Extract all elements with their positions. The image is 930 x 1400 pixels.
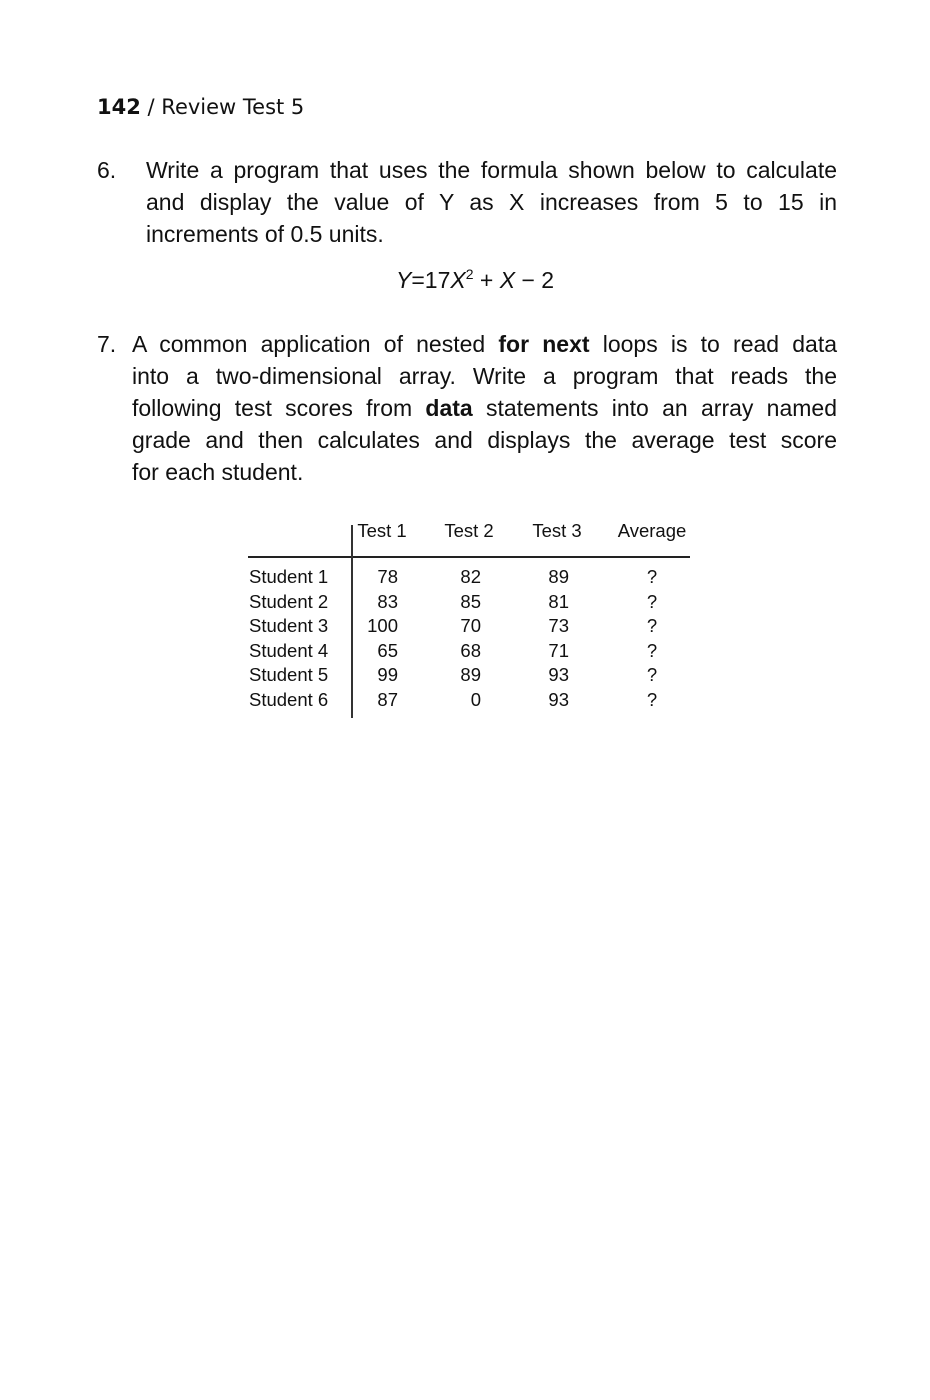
problem-text-line: [132, 395, 837, 422]
average-cell: ?: [646, 688, 658, 710]
row-label: Student 2: [249, 590, 329, 612]
score-cell: 71: [548, 639, 569, 661]
score-cell: 93: [548, 688, 569, 710]
score-cell: 87: [377, 688, 398, 710]
header-separator: /: [147, 95, 155, 119]
column-header: Average: [617, 520, 687, 541]
section-title: Review Test 5: [161, 95, 305, 119]
keyword-for-next: for next: [498, 331, 590, 357]
running-header: [97, 95, 304, 119]
formula: [396, 266, 554, 294]
formula-y: Y: [396, 267, 412, 293]
score-cell: 85: [460, 590, 481, 612]
score-cell: 70: [460, 615, 481, 636]
score-cell: 99: [377, 664, 398, 685]
formula-x: X: [450, 267, 466, 293]
score-cell: 0: [470, 688, 481, 710]
score-cell: 65: [377, 639, 398, 661]
average-cell: ?: [646, 615, 658, 636]
problem-text-line: increments of 0.5 units.: [146, 221, 384, 247]
score-cell: 68: [460, 639, 481, 661]
score-cell: 78: [377, 566, 398, 587]
column-header: Test 1: [357, 520, 407, 541]
row-label: Student 5: [249, 664, 329, 685]
problem-text-line: Write a program that uses the formula shown below to calculate: [146, 157, 837, 183]
text-run: following test scores from: [132, 395, 426, 421]
problem-text-line: grade and then calculates and displays the average test score: [132, 427, 837, 453]
row-label: Student 4: [249, 639, 329, 661]
formula-const: 2: [541, 267, 555, 293]
problem-text-line: and display the value of Y as X increases from 5 to 15 in: [146, 189, 837, 215]
average-cell: ?: [646, 590, 658, 612]
average-cell: ?: [646, 639, 658, 661]
problem-text-line: into a two-dimensional array. Write a program that reads the: [132, 363, 837, 389]
row-label: Student 6: [249, 688, 329, 710]
score-cell: 100: [367, 615, 398, 636]
table-header-rule: [248, 556, 690, 558]
score-cell: 93: [548, 664, 569, 685]
formula-plus: +: [479, 267, 494, 293]
problem-text-line: for each student.: [132, 459, 304, 485]
score-cell: 89: [460, 664, 481, 685]
page-number: 142: [97, 95, 141, 119]
column-header: Test 2: [444, 520, 494, 541]
formula-equals: =: [411, 267, 425, 293]
column-header: Test 3: [532, 520, 582, 541]
score-cell: 83: [377, 590, 398, 612]
formula-minus: −: [521, 267, 535, 293]
table-column-rule: [351, 525, 353, 718]
average-cell: ?: [646, 664, 658, 685]
text-run: statements into an array named: [472, 395, 837, 421]
formula-x2: X: [499, 267, 516, 293]
text-run: A common application of nested: [132, 331, 499, 357]
row-label: Student 3: [249, 615, 329, 636]
average-cell: ?: [646, 566, 658, 587]
keyword-data: data: [425, 395, 473, 421]
problem-number: 6.: [97, 157, 117, 183]
formula-exponent: 2: [465, 266, 474, 282]
score-cell: 73: [548, 615, 569, 636]
formula-coef: 17: [424, 267, 451, 293]
score-cell: 81: [548, 590, 569, 612]
score-cell: 89: [548, 566, 569, 587]
problem-number: 7.: [97, 331, 117, 357]
row-label: Student 1: [249, 566, 329, 587]
text-run: loops is to read data: [589, 331, 838, 357]
problem-text-line: [132, 331, 837, 358]
score-cell: 82: [460, 566, 481, 587]
